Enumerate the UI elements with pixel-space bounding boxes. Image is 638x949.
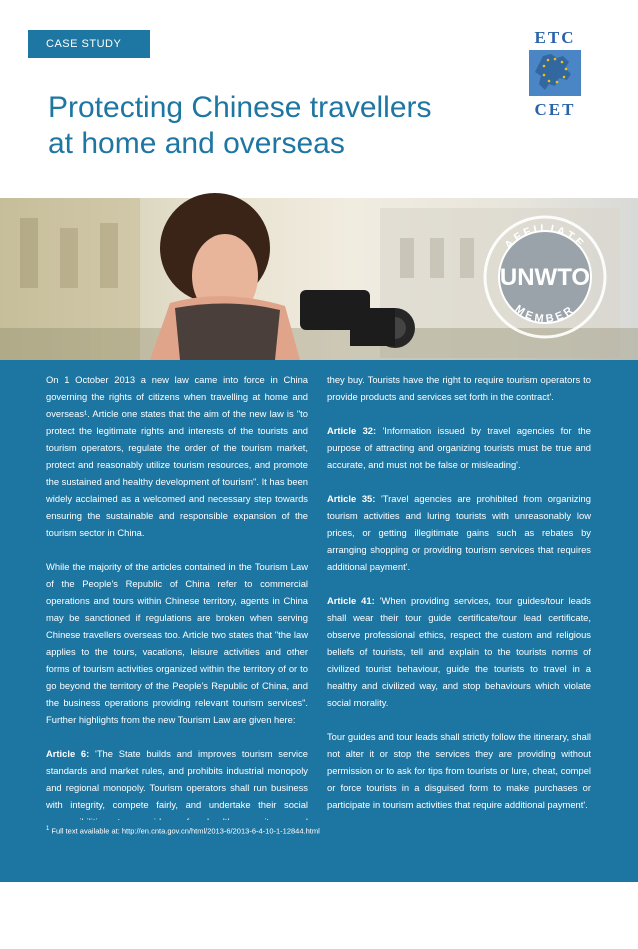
article-9-continuation: they buy. Tourists have the right to require tourism operators to provide products and services set forth in the contract'. [327,374,591,402]
case-study-tag: CASE STUDY [28,30,150,58]
article-35-label: Article 35: [327,493,376,504]
bottom-strip [0,858,638,882]
article-41-text: 'When providing services, tour guides/tour leads shall wear their tour guide certificate/tour lead certificate, observe professional ethics, respect the custom and religious beliefs of tourists, tell and explain to the tourists norms of civilized tourist behaviour, guide the tourists to travel in a healthy and civilized way, and stop behaviours which violate social morality. [327,595,591,708]
article-35-text: 'Travel agencies are prohibited from organizing tourism activities and luring tourists with unreasonably low prices, or getting illegitimate gains such as rebates by arranging shopping or providing tourism services that requires additional payment'. [327,493,591,572]
further-info-text: Further information on this law is available from the China National Tourism Administration: [327,884,591,912]
footnote-marker: 1 [46,826,50,832]
etc-logo-top-text: ETC [534,28,576,47]
etc-logo [527,26,583,123]
etc-logo-bottom-text: CET [534,100,576,119]
unwto-affiliate-badge [480,212,610,342]
article-35-paragraph [327,490,591,575]
article-41-label: Article 41: [327,595,375,606]
article-32-label: Article 32: [327,425,377,436]
further-info-paragraph [327,881,591,915]
europe-map-icon [529,50,581,96]
article-32-text: 'Information issued by travel agencies for the purpose of attracting and organizing tourists must be true and accurate, and must not be false or misleading'. [327,425,591,470]
article-32-paragraph [327,422,591,473]
badge-bottom-text: MEMBER [512,303,578,326]
article-6-label: Article 6: [46,748,90,759]
title-line-2: at home and overseas [48,127,345,160]
badge-center-text: UNWTO [499,264,591,291]
page-title [48,90,488,162]
article-6-text: 'The State builds and improves tourism service standards and market rules, and prohibits industrial monopoly and regional monopoly. Tourism operators shall run business with integrity, compete fairly, and undertake their social [46,748,308,810]
title-line-1: Protecting Chinese travellers [48,91,432,124]
article-41-paragraph [327,592,591,711]
intro-paragraph: On 1 October 2013 a new law came into force in China governing the rights of citizens when travelling at home and overseas¹. Article one states that the aim of the new law is "to protect the legitimate rights and interests of the tourists and tourism operators, regulate the order of the tourism market, protect and reasonably utilize tourism resources, and promote the sustained and healthy development of tourism". It has been widely acclaimed as a welcomed and necessary step towards ensuring the sustainable and responsible expansion of the tourism sector in China. [46,374,308,538]
scope-paragraph: While the majority of the articles contained in the Tourism Law of the People's Republic of China refer to commercial operations and tours within Chinese territory, agents in China may be sanctioned if regulations are broken when serving Chinese travellers overseas too. Article two states that "the law applies to the tours, vacations, leisure activities and other forms of tourism activities organized within the territory of or to go beyond the territory of the People's Republic of China, and the business operations providing relevant tourism services". Further highlights from the new Tourism Law are given here: [46,561,308,725]
footnote [46,826,320,836]
cnta-link[interactable]: www.cnta.gov.cn [463,901,539,912]
badge-top-text: AFFILIATE [502,222,588,252]
tour-guides-paragraph: Tour guides and tour leads shall strictly follow the itinerary, shall not alter it or stop the services they are providing without permission or to ask for tips from tourists or lure, cheat, compel or force tourists in a disguised form to make purchases or participate in tourism activities that require additional payment'. [327,731,591,810]
article-9-text: and services independently and refuse coercive trade behaviors of tourism operators. Tourists have the right to get the true information on the tourism products and services [46,884,308,929]
footnote-text[interactable]: Full text available at: http://en.cnta.gov.cn/html/2013-6/2013-6-4-10-1-12844.html [49,826,320,836]
